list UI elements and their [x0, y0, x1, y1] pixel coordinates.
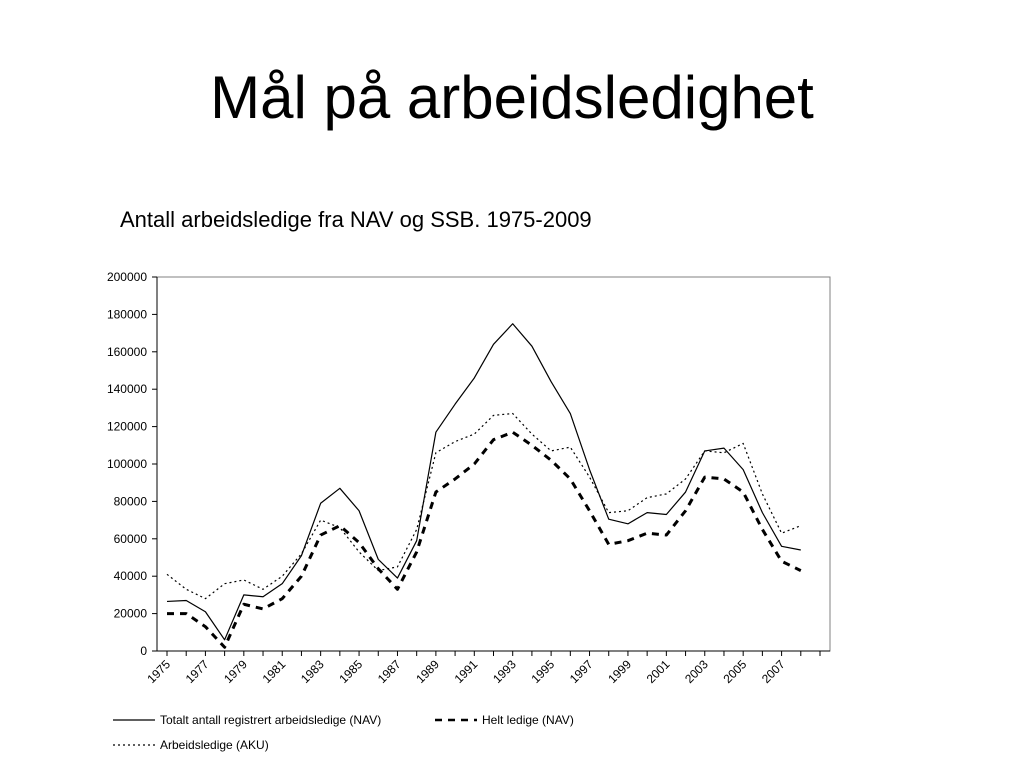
x-tick-label: 2005	[720, 657, 750, 687]
x-tick-label: 1987	[374, 657, 404, 687]
y-tick-label: 40000	[113, 569, 147, 584]
x-tick-label: 1997	[566, 657, 596, 687]
x-tick-label: 1995	[528, 657, 558, 687]
series-line-dotted	[167, 414, 801, 599]
slide-title: Mål på arbeidsledighet	[210, 64, 814, 131]
y-tick-label: 140000	[106, 382, 147, 397]
y-tick-label: 0	[140, 644, 147, 658]
y-tick-label: 180000	[106, 307, 147, 322]
y-tick-label: 120000	[106, 419, 147, 434]
x-tick-label: 1985	[336, 657, 366, 687]
y-tick-label: 80000	[113, 494, 147, 509]
y-tick-label: 160000	[106, 344, 147, 359]
x-tick-label: 2003	[682, 657, 711, 687]
y-tick-label: 60000	[113, 531, 147, 546]
x-tick-label: 1983	[297, 657, 327, 687]
x-tick-label: 1993	[490, 657, 519, 687]
x-tick-label: 1991	[451, 657, 481, 687]
y-axis	[107, 270, 157, 658]
x-tick-label: 1981	[259, 657, 289, 687]
series-line-solid	[167, 324, 801, 640]
plot-area-border	[157, 277, 830, 651]
x-tick-label: 2001	[643, 657, 673, 687]
x-tick-label: 1977	[182, 657, 212, 687]
legend-label: Totalt antall registrert arbeidsledige (NAV)	[160, 713, 382, 727]
series-line-dashed	[167, 432, 801, 647]
legend	[113, 713, 574, 752]
x-tick-label: 2007	[758, 657, 788, 687]
x-tick-label: 1979	[221, 657, 250, 687]
x-tick-label: 1975	[144, 657, 174, 687]
y-tick-label: 100000	[106, 457, 147, 471]
y-tick-label: 20000	[113, 606, 147, 621]
x-tick-label: 1989	[413, 657, 443, 687]
legend-label: Arbeidsledige (AKU)	[160, 738, 269, 752]
x-axis	[144, 651, 830, 686]
series-group	[167, 324, 801, 648]
y-tick-label: 200000	[106, 270, 147, 284]
legend-label: Helt ledige (NAV)	[482, 713, 574, 727]
chart-title: Antall arbeidsledige fra NAV og SSB. 1975-2009	[120, 207, 592, 232]
x-tick-label: 1999	[605, 657, 635, 687]
